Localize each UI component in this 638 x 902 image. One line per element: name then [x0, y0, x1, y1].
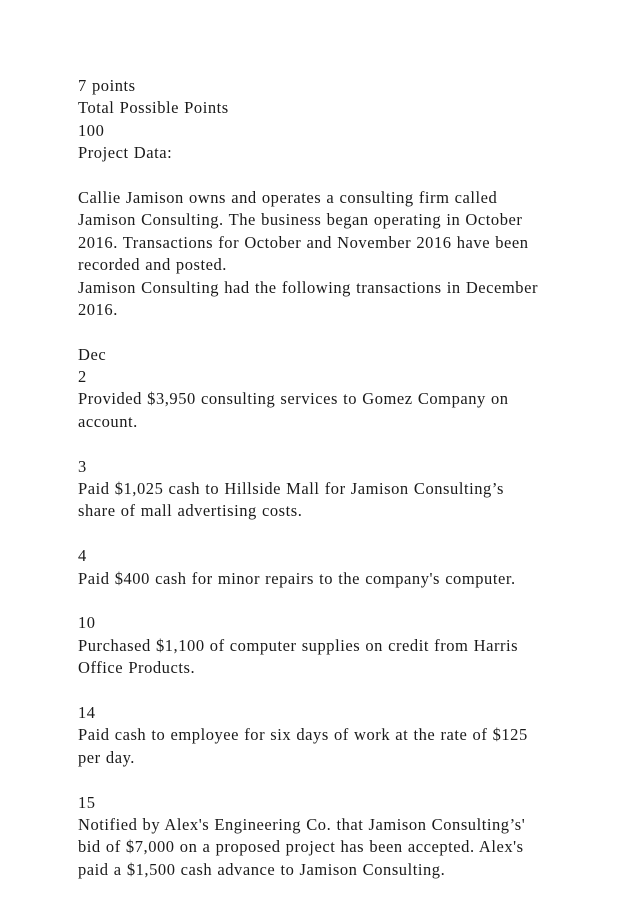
spacer	[78, 590, 598, 612]
transaction-item	[78, 456, 598, 523]
transaction-description-line: account.	[78, 411, 138, 431]
transaction-description-line: paid a $1,500 cash advance to Jamison Consulting.	[78, 859, 446, 879]
transaction-item	[78, 612, 598, 679]
intro-line: Jamison Consulting. The business began operating in October	[78, 210, 523, 230]
transaction-description-line: share of mall advertising costs.	[78, 501, 303, 521]
total-possible-value: 100	[78, 120, 105, 140]
intro-line: Jamison Consulting had the following transactions in December	[78, 277, 539, 297]
spacer	[78, 165, 598, 187]
points-text: 7 points	[78, 76, 136, 95]
document-body	[78, 75, 598, 881]
intro-paragraph	[78, 187, 598, 321]
transaction-description-line: bid of $7,000 on a proposed project has been accepted. Alex's	[78, 837, 524, 857]
transaction-description-line: Paid $1,025 cash to Hillside Mall for Jamison Consulting’s	[78, 479, 504, 499]
transaction-description-line: Office Products.	[78, 658, 196, 678]
intro-line: recorded and posted.	[78, 255, 227, 275]
transaction-item	[78, 702, 598, 769]
total-possible-label: Total Possible Points	[78, 98, 229, 118]
spacer	[78, 523, 598, 545]
spacer	[78, 433, 598, 455]
transaction-day: 4	[78, 546, 87, 566]
transaction-day: 15	[78, 792, 96, 812]
transaction-description-line: per day.	[78, 747, 135, 767]
transaction-description-line: Paid $400 cash for minor repairs to the company's computer.	[78, 568, 516, 588]
transaction-description-line: Paid cash to employee for six days of work at the rate of $125	[78, 725, 528, 745]
transaction-item	[78, 366, 598, 433]
spacer	[78, 321, 598, 343]
transaction-description-line: Notified by Alex's Engineering Co. that Jamison Consulting’s'	[78, 814, 526, 834]
spacer	[78, 680, 598, 702]
spacer	[78, 769, 598, 791]
transaction-day: 10	[78, 613, 96, 633]
transaction-description-line: Purchased $1,100 of computer supplies on credit from Harris	[78, 635, 519, 655]
month-label: Dec	[78, 344, 107, 364]
intro-line: 2016. Transactions for October and November 2016 have been	[78, 232, 529, 252]
transaction-day: 2	[78, 367, 87, 387]
project-data-label: Project Data:	[78, 143, 173, 163]
transaction-day: 3	[78, 456, 87, 476]
transaction-item	[78, 792, 598, 882]
intro-line: 2016.	[78, 299, 118, 319]
transaction-description-line: Provided $3,950 consulting services to Gomez Company on	[78, 389, 509, 409]
transaction-item	[78, 545, 598, 590]
transaction-day: 14	[78, 702, 96, 722]
intro-line: Callie Jamison owns and operates a consulting firm called	[78, 187, 498, 207]
